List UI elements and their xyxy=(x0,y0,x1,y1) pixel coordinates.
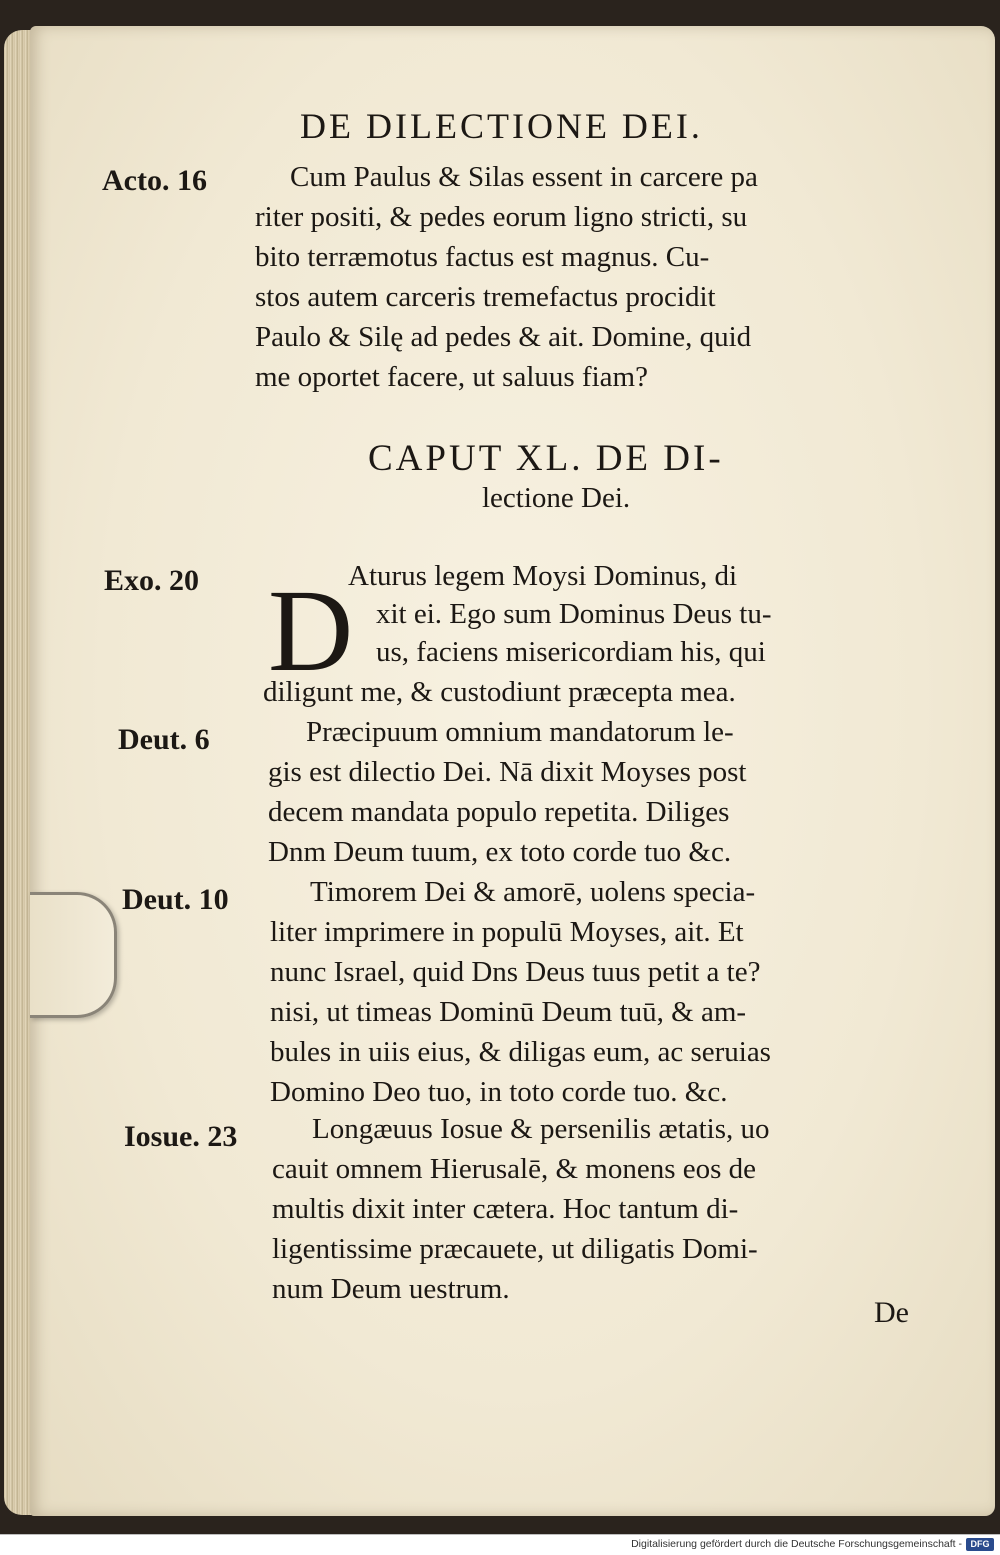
catchword: De xyxy=(874,1296,909,1329)
running-head: DE DILECTIONE DEI. xyxy=(300,106,703,146)
text-line: num Deum uestrum. xyxy=(272,1273,510,1305)
text-line: cauit omnem Hierusalē, & monens eos de xyxy=(272,1153,757,1185)
text-line: Aturus legem Moysi Dominus, di xyxy=(348,560,738,592)
text-line: Longæuus Iosue & persenilis ætatis, uo xyxy=(312,1113,770,1145)
text-line: multis dixit inter cætera. Hoc tantum di- xyxy=(272,1193,739,1225)
text-line: nisi, ut timeas Dominū Deum tuū, & am- xyxy=(270,996,747,1028)
text-line: stos autem carceris tremefactus procidit xyxy=(255,281,716,313)
chapter-subtitle: lectione Dei. xyxy=(482,482,631,514)
margin-note: Iosue. 23 xyxy=(124,1120,238,1153)
text-line: Dnm Deum tuum, ex toto corde tuo &c. xyxy=(268,836,732,868)
margin-note: Deut. 10 xyxy=(122,883,229,916)
margin-note: Deut. 6 xyxy=(118,723,210,756)
text-line: me oportet facere, ut saluus fiam? xyxy=(255,361,648,393)
page-tab xyxy=(30,892,117,1018)
text-line: riter positi, & pedes eorum ligno stricti, su xyxy=(255,201,748,233)
text-line: gis est dilectio Dei. Nā dixit Moyses post xyxy=(268,756,747,788)
chapter-title: CAPUT XL. DE DI- xyxy=(368,438,724,479)
margin-note: Acto. 16 xyxy=(102,164,207,197)
text-line: xit ei. Ego sum Dominus Deus tu- xyxy=(376,598,772,630)
text-line: diligunt me, & custodiunt præcepta mea. xyxy=(263,676,736,708)
text-line: ligentissime præcauete, ut diligatis Domi- xyxy=(272,1233,758,1265)
text-line: Cum Paulus & Silas essent in carcere pa xyxy=(290,161,758,193)
text-line: Præcipuum omnium mandatorum le- xyxy=(306,716,734,748)
footer-bar xyxy=(0,1534,1000,1555)
text-line: bito terræmotus factus est magnus. Cu- xyxy=(255,241,710,273)
margin-note: Exo. 20 xyxy=(104,564,200,597)
text-line: decem mandata populo repetita. Diliges xyxy=(268,796,730,828)
text-line: us, faciens misericordiam his, qui xyxy=(376,636,766,668)
dfg-logo: DFG xyxy=(966,1538,994,1551)
text-line: Timorem Dei & amorē, uolens specia- xyxy=(310,876,756,908)
text-line: liter imprimere in populū Moyses, ait. Et xyxy=(270,916,744,948)
text-line: Paulo & Silę ad pedes & ait. Domine, quid xyxy=(255,321,752,353)
text-line: Domino Deo tuo, in toto corde tuo. &c. xyxy=(270,1076,728,1108)
text-line: nunc Israel, quid Dns Deus tuus petit a te? xyxy=(270,956,761,988)
text-line: bules in uiis eius, & diligas eum, ac seruias xyxy=(270,1036,771,1068)
drop-cap: D xyxy=(268,565,354,696)
footer-credit: Digitalisierung gefördert durch die Deutsche Forschungsgemeinschaft - xyxy=(631,1538,962,1550)
